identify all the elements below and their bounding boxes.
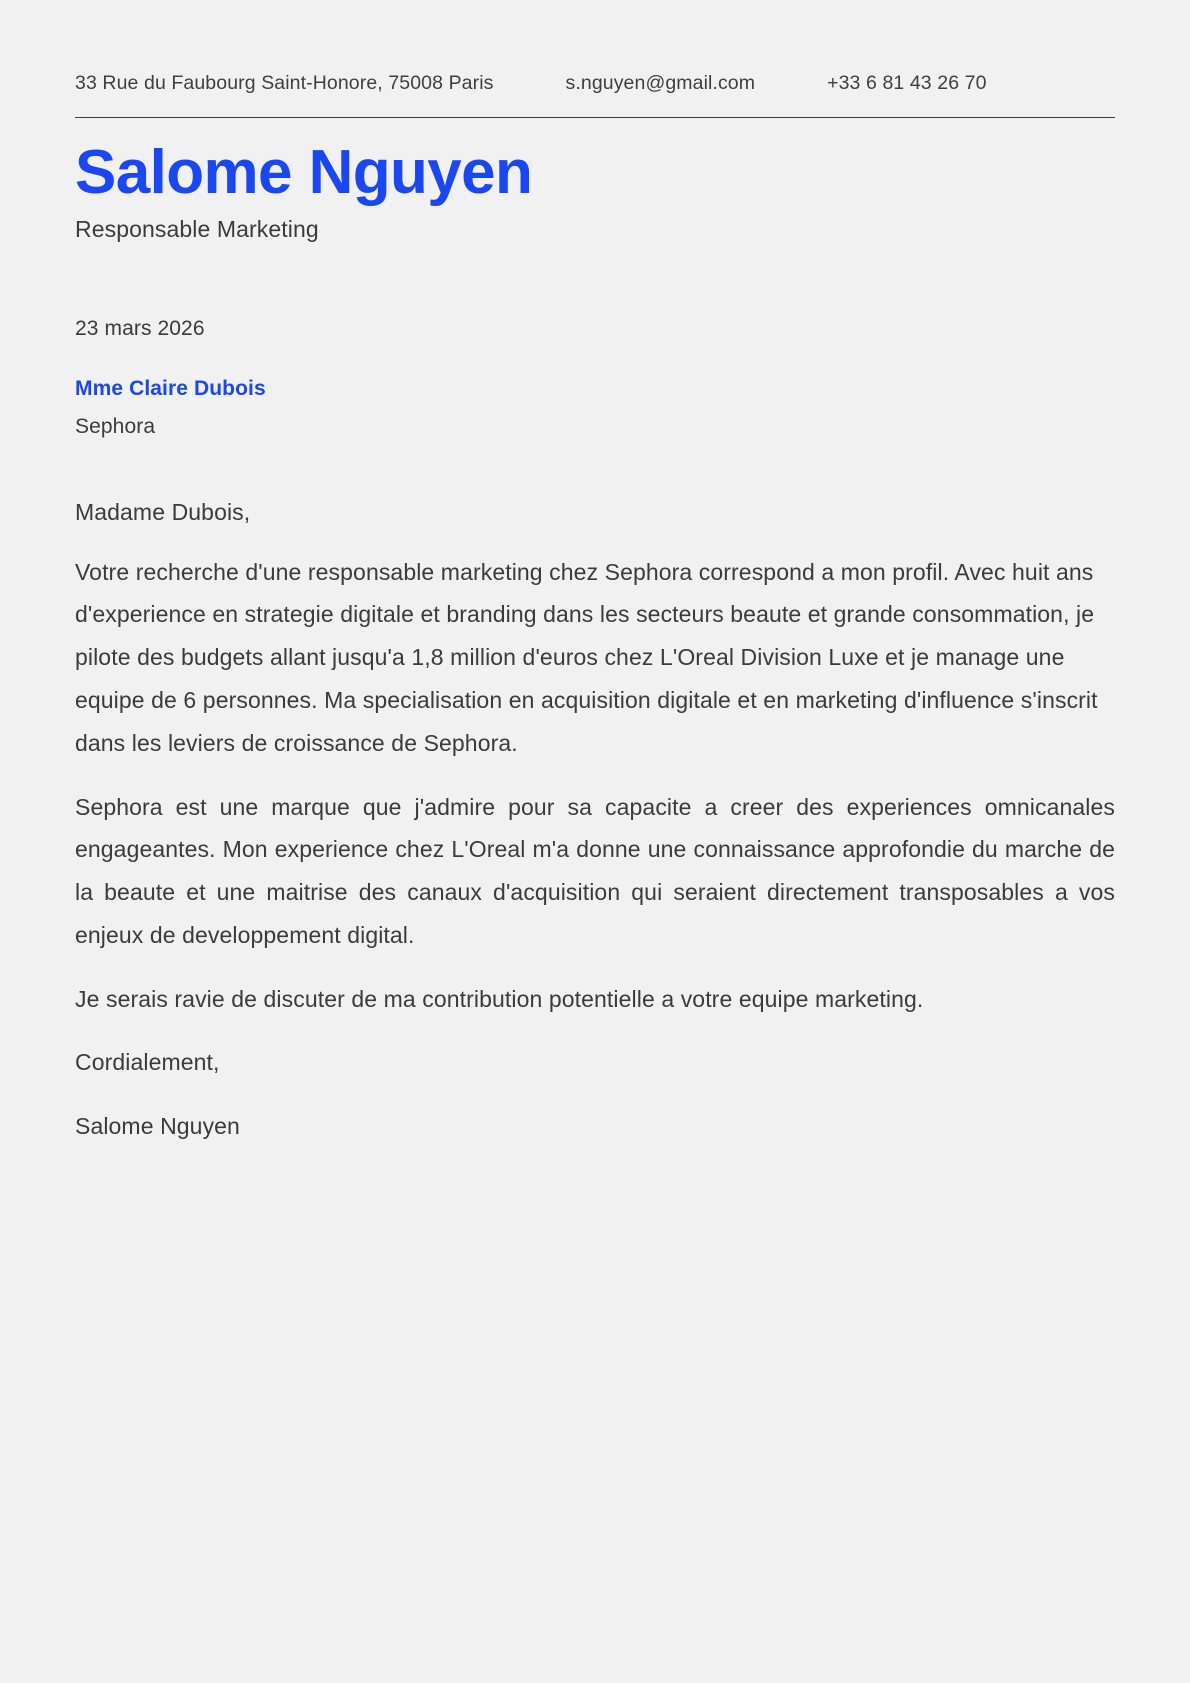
body-paragraph-3: Je serais ravie de discuter de ma contribution potentielle a votre equipe marketing.	[75, 985, 924, 1012]
body-paragraph-1: Votre recherche d'une responsable marketing chez Sephora correspond a mon profil. Avec huit ans d'experience en strategie digitale et branding dans les secteurs beaute et grande consommation, je pilote des budgets allant jusqu'a 1,8 million d'euros chez L'Oreal Division Luxe et je manage une equipe de 6 personnes. Ma specialisation en acquisition digitale et en marketing d'influence s'inscrit dans les leviers de croissance de Sephora.	[75, 558, 1098, 756]
contact-address: 33 Rue du Faubourg Saint-Honore, 75008 Paris	[75, 72, 494, 94]
identity-block	[75, 140, 1115, 243]
closing-salutation: Cordialement,	[75, 1049, 220, 1076]
recipient-company: Sephora	[75, 414, 156, 438]
recipient-name: Mme Claire Dubois	[75, 376, 266, 400]
letter-body	[75, 495, 1115, 1148]
body-paragraph-2: Sephora est une marque que j'admire pour sa capacite a creer des experiences omnicanales engageantes. Mon experience chez L'Oreal m'a donne une connaissance approfondie du marche de la beaute et une maitrise des canaux d'acquisition qui seraient directement transposables a vos enjeux de developpement digital.	[75, 793, 1115, 948]
contact-phone: +33 6 81 43 26 70	[827, 72, 987, 94]
letter-date: 23 mars 2026	[75, 316, 205, 340]
applicant-job-title: Responsable Marketing	[75, 215, 319, 242]
signature-name: Salome Nguyen	[75, 1113, 240, 1140]
recipient-block	[75, 377, 1115, 439]
salutation: Madame Dubois,	[75, 498, 251, 525]
contact-header	[75, 0, 1115, 95]
header-divider	[75, 117, 1115, 118]
contact-email: s.nguyen@gmail.com	[565, 72, 756, 94]
applicant-name: Salome Nguyen	[75, 138, 533, 207]
